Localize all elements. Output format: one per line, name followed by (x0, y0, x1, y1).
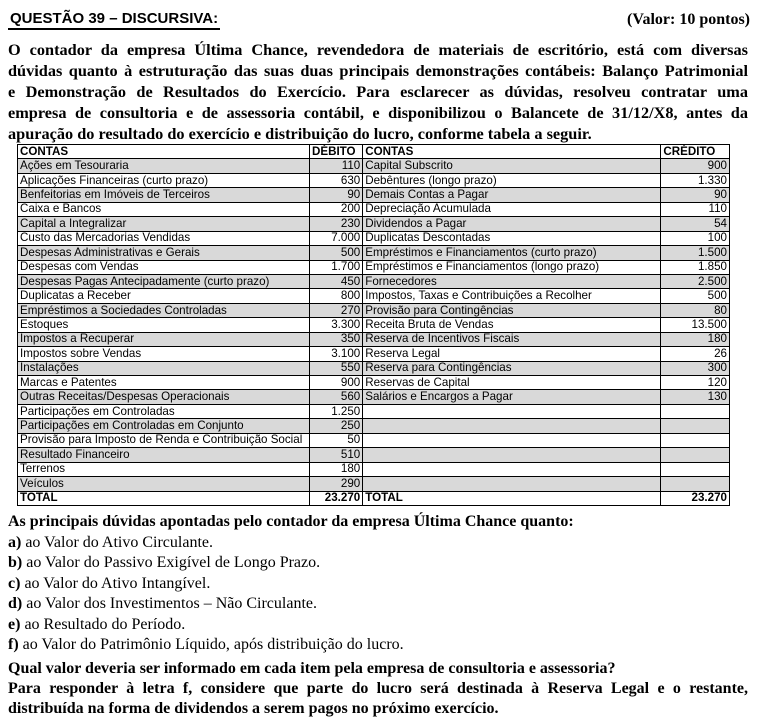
credit-amount: 110 (661, 202, 730, 216)
credit-amount: 900 (661, 159, 730, 173)
table-row (18, 260, 730, 274)
item-text: ao Valor do Ativo Circulante. (21, 533, 213, 551)
debit-account-name: Estoques (18, 318, 310, 332)
intro-line: apuração do resultado do exercício e distribuição do lucro, conforme tabela a seguir. (8, 124, 592, 143)
credit-account-name (363, 433, 661, 447)
question-title: QUESTÃO 39 – DISCURSIVA: (8, 9, 220, 30)
table-row (18, 347, 730, 361)
header-debit: DÉBITO (309, 145, 362, 159)
debit-amount: 290 (309, 477, 362, 491)
item-letter: d) (8, 595, 23, 612)
debit-account-name: Terrenos (18, 462, 310, 476)
credit-amount: 130 (661, 390, 730, 404)
table-row (18, 202, 730, 216)
debit-account-name: Despesas Administrativas e Gerais (18, 246, 310, 260)
debit-account-name: Outras Receitas/Despesas Operacionais (18, 390, 310, 404)
table-row (18, 433, 730, 447)
question-item (8, 574, 748, 595)
final-line: distribuída na forma de dividendos a serem pagos no próximo exercício. (8, 700, 499, 717)
question-item (8, 533, 748, 554)
table-row (18, 419, 730, 433)
item-letter: a) (8, 533, 22, 551)
debit-account-name: Empréstimos a Sociedades Controladas (18, 303, 310, 317)
credit-account-name: Provisão para Contingências (363, 303, 661, 317)
credit-amount: 13.500 (661, 318, 730, 332)
debit-account-name: Despesas Pagas Antecipadamente (curto prazo) (18, 274, 310, 288)
debit-amount: 3.300 (309, 318, 362, 332)
table-header-row (18, 145, 730, 159)
table-row (18, 462, 730, 476)
debit-account-name: Resultado Financeiro (18, 448, 310, 462)
debit-account-name: Impostos sobre Vendas (18, 347, 310, 361)
intro-line: empresa de consultoria e de assessoria contábil, e disponibilizou o Balancete de 31/12/X8, antes da (8, 103, 748, 122)
credit-account-name (363, 404, 661, 418)
item-letter: c) (8, 574, 21, 592)
credit-account-name: Duplicatas Descontadas (363, 231, 661, 245)
table-row (18, 361, 730, 375)
debit-amount: 800 (309, 289, 362, 303)
debit-amount: 350 (309, 332, 362, 346)
table-row (18, 173, 730, 187)
credit-amount: 54 (661, 217, 730, 231)
total-debit-label: TOTAL (18, 491, 310, 505)
credit-amount: 120 (661, 376, 730, 390)
table-row (18, 159, 730, 173)
table-row (18, 404, 730, 418)
table-row (18, 246, 730, 260)
credit-account-name: Reserva Legal (363, 347, 661, 361)
credit-account-name: Reserva de Incentivos Fiscais (363, 332, 661, 346)
debit-amount: 450 (309, 274, 362, 288)
credit-amount (661, 477, 730, 491)
item-text: ao Valor do Ativo Intangível. (20, 574, 211, 592)
credit-amount (661, 419, 730, 433)
credit-account-name: Debêntures (longo prazo) (363, 173, 661, 187)
item-text: ao Valor dos Investimentos – Não Circulante. (22, 595, 317, 612)
intro-line: e Demonstração de Resultados do Exercício. Para esclarecer as dúvidas, resolveu contratar uma (8, 82, 748, 101)
credit-account-name: Empréstimos e Financiamentos (curto prazo) (363, 246, 661, 260)
credit-account-name: Impostos, Taxas e Contribuições a Recolher (363, 289, 661, 303)
final-line: Qual valor deveria ser informado em cada item pela empresa de consultoria e assessoria? (8, 660, 616, 677)
table-row (18, 332, 730, 346)
debit-account-name: Marcas e Patentes (18, 376, 310, 390)
debit-amount: 1.250 (309, 404, 362, 418)
credit-amount (661, 462, 730, 476)
debit-account-name: Instalações (18, 361, 310, 375)
trial-balance-table (17, 144, 730, 506)
credit-account-name: Receita Bruta de Vendas (363, 318, 661, 332)
debit-account-name: Despesas com Vendas (18, 260, 310, 274)
debit-amount: 50 (309, 433, 362, 447)
debit-amount: 550 (309, 361, 362, 375)
credit-account-name: Demais Contas a Pagar (363, 188, 661, 202)
debit-amount: 7.000 (309, 231, 362, 245)
credit-amount: 300 (661, 361, 730, 375)
credit-amount: 100 (661, 231, 730, 245)
debit-amount: 250 (309, 419, 362, 433)
debit-amount: 510 (309, 448, 362, 462)
table-row (18, 318, 730, 332)
question-item (8, 594, 748, 615)
intro-line: dúvidas quanto à estruturação das suas duas principais demonstrações contábeis: Balanço Patrimonial (8, 61, 748, 80)
table-row (18, 217, 730, 231)
debit-amount: 230 (309, 217, 362, 231)
item-text: ao Valor do Patrimônio Líquido, após distribuição do lucro. (18, 636, 404, 653)
credit-amount: 1.330 (661, 173, 730, 187)
debit-account-name: Capital a Integralizar (18, 217, 310, 231)
item-letter: f) (8, 636, 19, 653)
credit-account-name: Reservas de Capital (363, 376, 661, 390)
total-row (18, 491, 730, 505)
debit-amount: 630 (309, 173, 362, 187)
credit-account-name (363, 477, 661, 491)
debit-amount: 180 (309, 462, 362, 476)
debit-amount: 3.100 (309, 347, 362, 361)
question-lead: As principais dúvidas apontadas pelo contador da empresa Última Chance quanto: (8, 513, 574, 530)
debit-amount: 500 (309, 246, 362, 260)
item-text: ao Valor do Passivo Exigível de Longo Prazo. (22, 554, 321, 571)
credit-amount: 500 (661, 289, 730, 303)
credit-amount: 1.500 (661, 246, 730, 260)
question-intro (8, 39, 748, 144)
debit-account-name: Provisão para Imposto de Renda e Contribuição Social (18, 433, 310, 447)
table-row (18, 231, 730, 245)
credit-account-name: Depreciação Acumulada (363, 202, 661, 216)
credit-account-name: Salários e Encargos a Pagar (363, 390, 661, 404)
credit-account-name: Fornecedores (363, 274, 661, 288)
credit-account-name (363, 462, 661, 476)
table-row (18, 188, 730, 202)
debit-amount: 560 (309, 390, 362, 404)
question-item (8, 553, 748, 574)
debit-amount: 900 (309, 376, 362, 390)
total-credit-label: TOTAL (363, 491, 661, 505)
credit-amount (661, 404, 730, 418)
table-row (18, 289, 730, 303)
debit-account-name: Impostos a Recuperar (18, 332, 310, 346)
credit-amount: 1.850 (661, 260, 730, 274)
debit-account-name: Custo das Mercadorias Vendidas (18, 231, 310, 245)
credit-account-name: Capital Subscrito (363, 159, 661, 173)
debit-account-name: Veículos (18, 477, 310, 491)
table-row (18, 376, 730, 390)
credit-amount: 90 (661, 188, 730, 202)
total-credit-amount: 23.270 (661, 491, 730, 505)
debit-amount: 1.700 (309, 260, 362, 274)
final-question (8, 659, 748, 719)
item-letter: e) (8, 615, 21, 633)
credit-amount (661, 433, 730, 447)
credit-amount (661, 448, 730, 462)
final-line: Para responder à letra f, considere que parte do lucro será destinada à Reserva Legal e o restante, (8, 680, 748, 697)
credit-account-name: Empréstimos e Financiamentos (longo prazo) (363, 260, 661, 274)
item-text: ao Resultado do Período. (20, 615, 186, 633)
credit-account-name (363, 419, 661, 433)
credit-amount: 26 (661, 347, 730, 361)
debit-amount: 90 (309, 188, 362, 202)
credit-account-name: Reserva para Contingências (363, 361, 661, 375)
debit-amount: 110 (309, 159, 362, 173)
question-points: (Valor: 10 pontos) (627, 11, 750, 28)
credit-account-name (363, 448, 661, 462)
credit-account-name: Dividendos a Pagar (363, 217, 661, 231)
debit-account-name: Participações em Controladas (18, 404, 310, 418)
debit-account-name: Participações em Controladas em Conjunto (18, 419, 310, 433)
table-row (18, 274, 730, 288)
question-items (8, 512, 748, 656)
debit-amount: 200 (309, 202, 362, 216)
question-item (8, 615, 748, 636)
header-debit-accounts: CONTAS (18, 145, 310, 159)
table-row (18, 448, 730, 462)
debit-account-name: Benfeitorias em Imóveis de Terceiros (18, 188, 310, 202)
credit-amount: 2.500 (661, 274, 730, 288)
debit-account-name: Caixa e Bancos (18, 202, 310, 216)
debit-account-name: Aplicações Financeiras (curto prazo) (18, 173, 310, 187)
table-row (18, 477, 730, 491)
question-item (8, 635, 748, 656)
credit-amount: 180 (661, 332, 730, 346)
debit-account-name: Ações em Tesouraria (18, 159, 310, 173)
header-credit-accounts: CONTAS (363, 145, 661, 159)
total-debit-amount: 23.270 (309, 491, 362, 505)
debit-amount: 270 (309, 303, 362, 317)
table-row (18, 303, 730, 317)
table-row (18, 390, 730, 404)
debit-account-name: Duplicatas a Receber (18, 289, 310, 303)
intro-line: O contador da empresa Última Chance, revendedora de materiais de escritório, está com diversas (8, 40, 748, 59)
question-header (8, 9, 750, 31)
credit-amount: 80 (661, 303, 730, 317)
item-letter: b) (8, 554, 23, 571)
header-credit: CRÉDITO (661, 145, 730, 159)
